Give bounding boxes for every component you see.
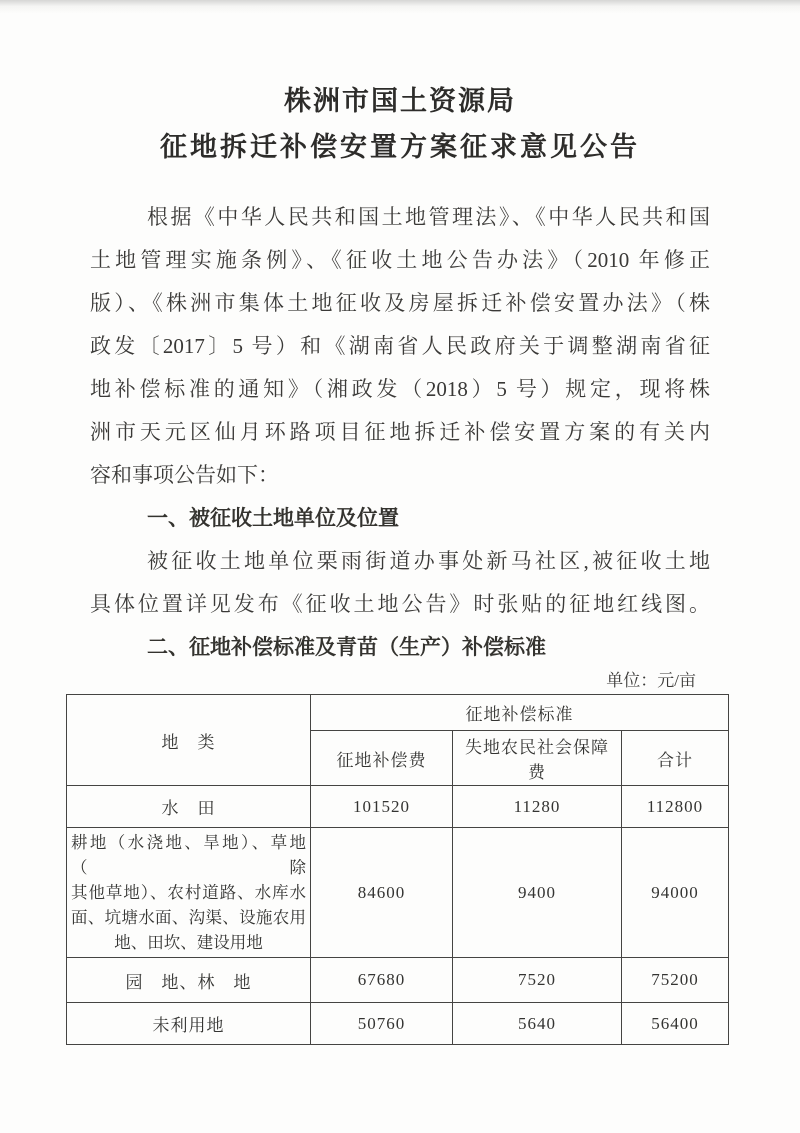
land-cell-line: 耕地（水浇地、旱地）、草地（除 — [71, 833, 306, 877]
fee-cell: 50760 — [311, 1003, 453, 1045]
land-cell — [67, 828, 311, 958]
paragraph-line: 被征收土地单位栗雨街道办事处新马社区,被征收土地 — [147, 549, 710, 573]
paragraph-line: 容和事项公告如下： — [90, 463, 279, 487]
table-row — [67, 1003, 729, 1045]
land-cell-line: 地、田坎、建设用地 — [114, 933, 263, 952]
subheader-social-cell: 失地农民社会保障费 — [453, 731, 622, 786]
subheader-fee-cell: 征地补偿费 — [311, 731, 453, 786]
intro-paragraph — [90, 196, 710, 497]
issuing-authority-title: 株洲市国土资源局 — [284, 86, 516, 116]
unit-label: 单位：元/亩 — [606, 671, 696, 690]
paragraph-line: 政发〔2017〕5 号）和《湖南省人民政府关于调整湖南省征 — [90, 334, 710, 358]
paragraph-line: 洲市天元区仙月环路项目征地拆迁补偿安置方案的有关内 — [90, 420, 710, 444]
fee-cell: 67680 — [311, 958, 453, 1003]
paragraph-line: 版）、《株洲市集体土地征收及房屋拆迁补偿安置办法》（株 — [90, 291, 710, 315]
paragraph-line: 地补偿标准的通知》（湘政发（2018）5 号）规定，现将株 — [90, 377, 710, 401]
social-cell: 9400 — [453, 828, 622, 958]
document-body — [71, 196, 710, 1045]
document-title-block — [0, 84, 800, 164]
total-cell: 56400 — [622, 1003, 729, 1045]
paragraph-line: 土地管理实施条例》、《征收土地公告办法》（2010 年修正 — [90, 248, 710, 272]
table-row — [67, 828, 729, 958]
table-row — [67, 958, 729, 1003]
land-type-header-cell: 地 类 — [67, 695, 311, 786]
group-header-cell: 征地补偿标准 — [311, 695, 729, 731]
total-cell: 94000 — [622, 828, 729, 958]
fee-cell: 84600 — [311, 828, 453, 958]
fee-cell: 101520 — [311, 786, 453, 828]
section-1-paragraph — [90, 540, 710, 626]
paragraph-line: 具体位置详见发布《征收土地公告》时张贴的征地红线图。 — [90, 592, 710, 616]
table-row — [67, 786, 729, 828]
paragraph-line: 根据《中华人民共和国土地管理法》、《中华人民共和国 — [147, 205, 710, 229]
land-cell-line: 面、坑塘水面、沟渠、设施农用 — [71, 908, 306, 927]
table-header-row-group — [67, 695, 729, 731]
land-cell: 未利用地 — [67, 1003, 311, 1045]
announcement-title: 征地拆迁补偿安置方案征求意见公告 — [160, 132, 640, 162]
social-cell: 11280 — [453, 786, 622, 828]
social-cell: 5640 — [453, 1003, 622, 1045]
section-1-heading: 一、被征收土地单位及位置 — [147, 506, 399, 530]
total-cell: 112800 — [622, 786, 729, 828]
land-cell: 水 田 — [67, 786, 311, 828]
total-cell: 75200 — [622, 958, 729, 1003]
land-cell: 园 地、林 地 — [67, 958, 311, 1003]
scan-edge-shadow — [0, 0, 800, 14]
subheader-total-cell: 合计 — [622, 731, 729, 786]
social-cell: 7520 — [453, 958, 622, 1003]
section-2-heading: 二、征地补偿标准及青苗（生产）补偿标准 — [147, 635, 546, 659]
land-cell-line: 其他草地）、农村道路、水库水 — [71, 883, 306, 902]
compensation-standards-table — [66, 694, 729, 1045]
